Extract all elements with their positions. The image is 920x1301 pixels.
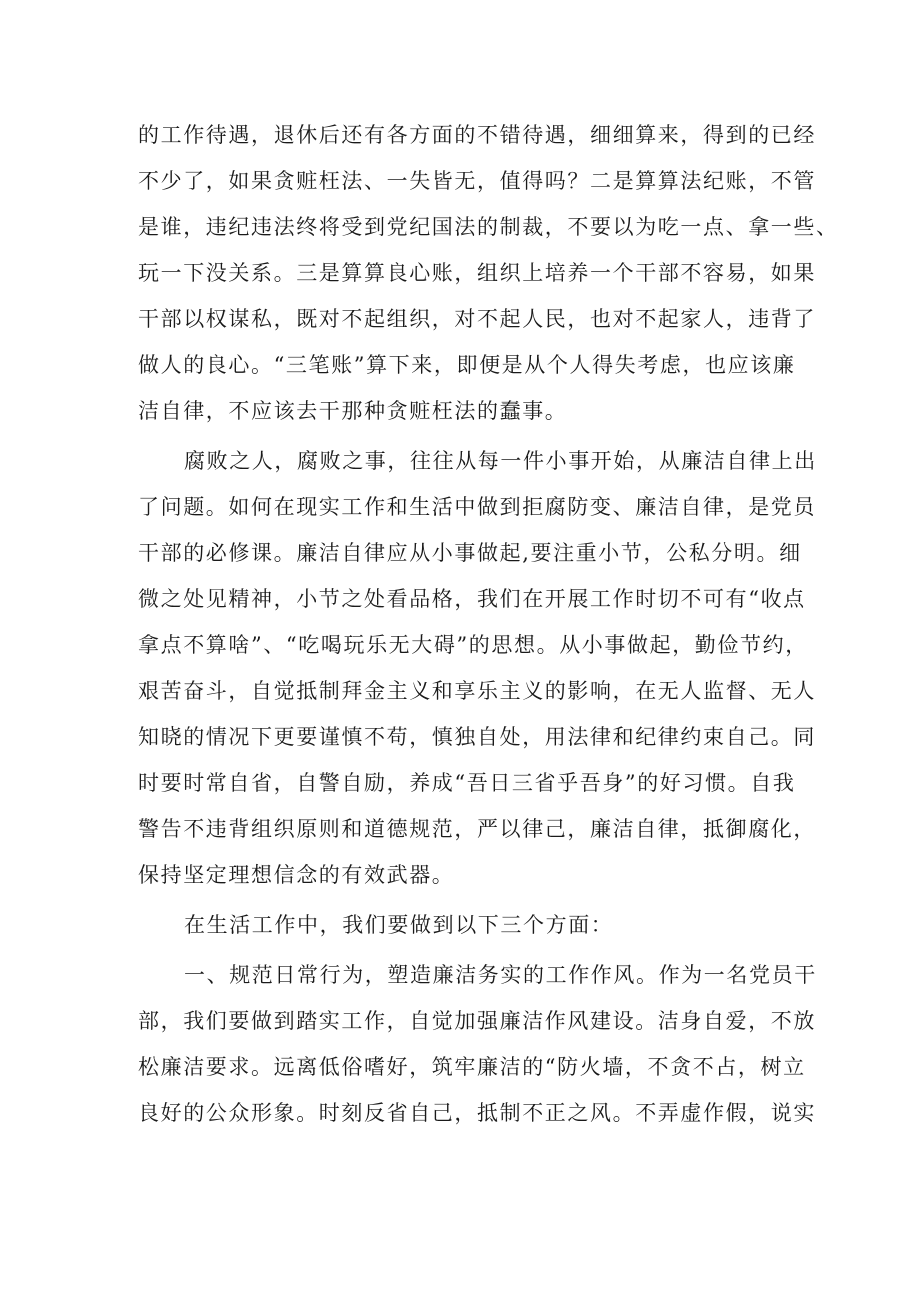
paragraph-3 [138,902,838,948]
text-line: 一、规范日常行为，塑造廉洁务实的工作作风。作为一名党员干 [184,963,817,987]
paragraph-4 [138,952,838,1136]
text-line: 在生活工作中，我们要做到以下三个方面： [184,913,614,937]
text-line: 的工作待遇，退休后还有各方面的不错待遇，细细算来，得到的已经 [138,123,816,147]
text-line: 微之处见精神，小节之处看品格，我们在开展工作时切不可有“收点 [138,587,806,611]
text-line: 干部以权谋私，既对不起组织，对不起人民，也对不起家人，违背了 [138,307,816,331]
text-line: 良好的公众形象。时刻反省自己，抵制不正之风。不弄虚作假，说实 [138,1101,816,1125]
text-line: 部，我们要做到踏实工作，自觉加强廉洁作风建设。洁身自爱，不放 [138,1009,816,1033]
text-line: 洁自律，不应该去干那种贪赃枉法的蠢事。 [138,399,568,423]
text-line: 不少了，如果贪赃枉法、一失皆无，值得吗？二是算算法纪账，不管 [138,169,816,193]
text-line: 干部的必修课。廉洁自律应从小事做起,要注重小节，公私分明。细 [138,541,802,565]
paragraph-1 [138,112,838,434]
text-line: 做人的良心。“三笔账”算下来，即便是从个人得失考虑，也应该廉 [138,353,796,377]
text-line: 艰苦奋斗，自觉抵制拜金主义和享乐主义的影响，在无人监督、无人 [138,679,816,703]
text-line: 知晓的情况下更要谨慎不苟，慎独自处，用法律和纪律约束自己。同 [138,725,816,749]
text-line: 保持坚定理想信念的有效武器。 [138,863,455,887]
document-body [138,112,838,1136]
text-line: 松廉洁要求。远离低俗嗜好，筑牢廉洁的“防火墙，不贪不占，树立 [138,1055,806,1079]
text-line: 拿点不算啥”、“吃喝玩乐无大碍”的思想。从小事做起，勤俭节约， [138,633,808,657]
text-line: 玩一下没关系。三是算算良心账，组织上培养一个干部不容易，如果 [138,261,816,285]
text-line: 时要时常自省，自警自励，养成“吾日三省乎吾身”的好习惯。自我 [138,771,796,795]
text-line: 了问题。如何在现实工作和生活中做到拒腐防变、廉洁自律，是党员 [138,495,816,519]
text-line: 腐败之人，腐败之事，往往从每一件小事开始，从廉洁自律上出 [184,449,817,473]
text-line: 警告不违背组织原则和道德规范，严以律己，廉洁自律，抵御腐化， [138,817,816,841]
text-line: 是谁，违纪违法终将受到党纪国法的制裁，不要以为吃一点、拿一些、 [138,215,839,239]
paragraph-2 [138,438,838,898]
